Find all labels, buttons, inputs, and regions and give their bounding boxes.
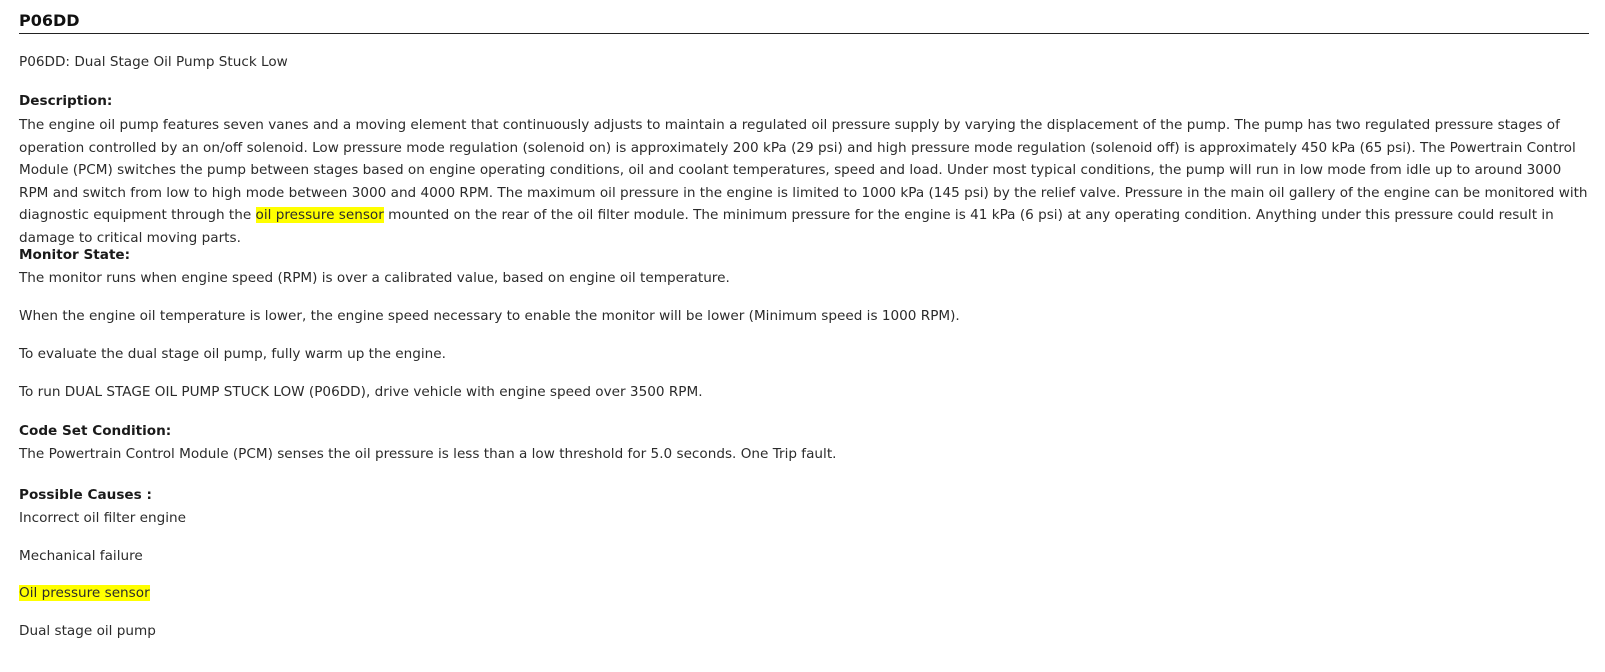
cause-item-incorrect-oil-filter: Incorrect oil filter engine [19,510,187,526]
cause-item-mechanical-failure: Mechanical failure [19,548,143,564]
description-text-after: mounted on the rear of the oil filter module. The minimum pressure for the engine is 41 kPa (6 psi) at any operating condition. Anything under this pressure could result in damage to critical moving parts. [19,207,1554,246]
cause-highlight: Oil pressure sensor [19,585,150,601]
monitor-state-line-3: To evaluate the dual stage oil pump, fully warm up the engine. [19,346,446,362]
cause-item-dual-stage-oil-pump: Dual stage oil pump [19,623,156,639]
monitor-state-line-4: To run DUAL STAGE OIL PUMP STUCK LOW (P06DD), drive vehicle with engine speed over 3500 RPM. [19,384,703,400]
code-subtitle: P06DD: Dual Stage Oil Pump Stuck Low [19,54,288,70]
description-text [19,114,1589,249]
cause-item-oil-pressure-sensor [19,582,1589,605]
oil-pressure-sensor-highlight: oil pressure sensor [255,207,384,223]
description-heading: Description: [19,93,113,109]
code-set-condition-heading: Code Set Condition: [19,423,172,439]
description-text-before: The engine oil pump features seven vanes and a moving element that continuously adjusts to maintain a regulated oil pressure supply by varying the displacement of the pump. The pump has two regulated pressure stages of operation controlled by an on/off solenoid. Low pressure mode regulation (solenoid on) is approximately 200 kPa (29 psi) and high pressure mode regulation (solenoid off) is approximately 450 kPa (65 psi). The Powertrain Control Module (PCM) switches the pump between stages based on engine operating conditions, oil and coolant temperatures, speed and load. Under most typical conditions, the pump will run in low mode from idle up to around 3000 RPM and switch from low to high mode between 3000 and 4000 RPM. The maximum oil pressure in the engine is limited to 1000 kPa (145 psi) by the relief valve. Pressure in the main oil gallery of the engine can be monitored with diagnostic equipment through the [19,117,1588,223]
page-title: P06DD [19,10,1589,34]
monitor-state-line-1: The monitor runs when engine speed (RPM) is over a calibrated value, based on engine oil temperature. [19,270,730,286]
possible-causes-heading: Possible Causes : [19,487,152,503]
code-set-condition-text: The Powertrain Control Module (PCM) senses the oil pressure is less than a low threshold for 5.0 seconds. One Trip fault. [19,446,837,462]
monitor-state-heading: Monitor State: [19,247,131,263]
monitor-state-line-2: When the engine oil temperature is lower, the engine speed necessary to enable the monitor will be lower (Minimum speed is 1000 RPM). [19,308,960,324]
